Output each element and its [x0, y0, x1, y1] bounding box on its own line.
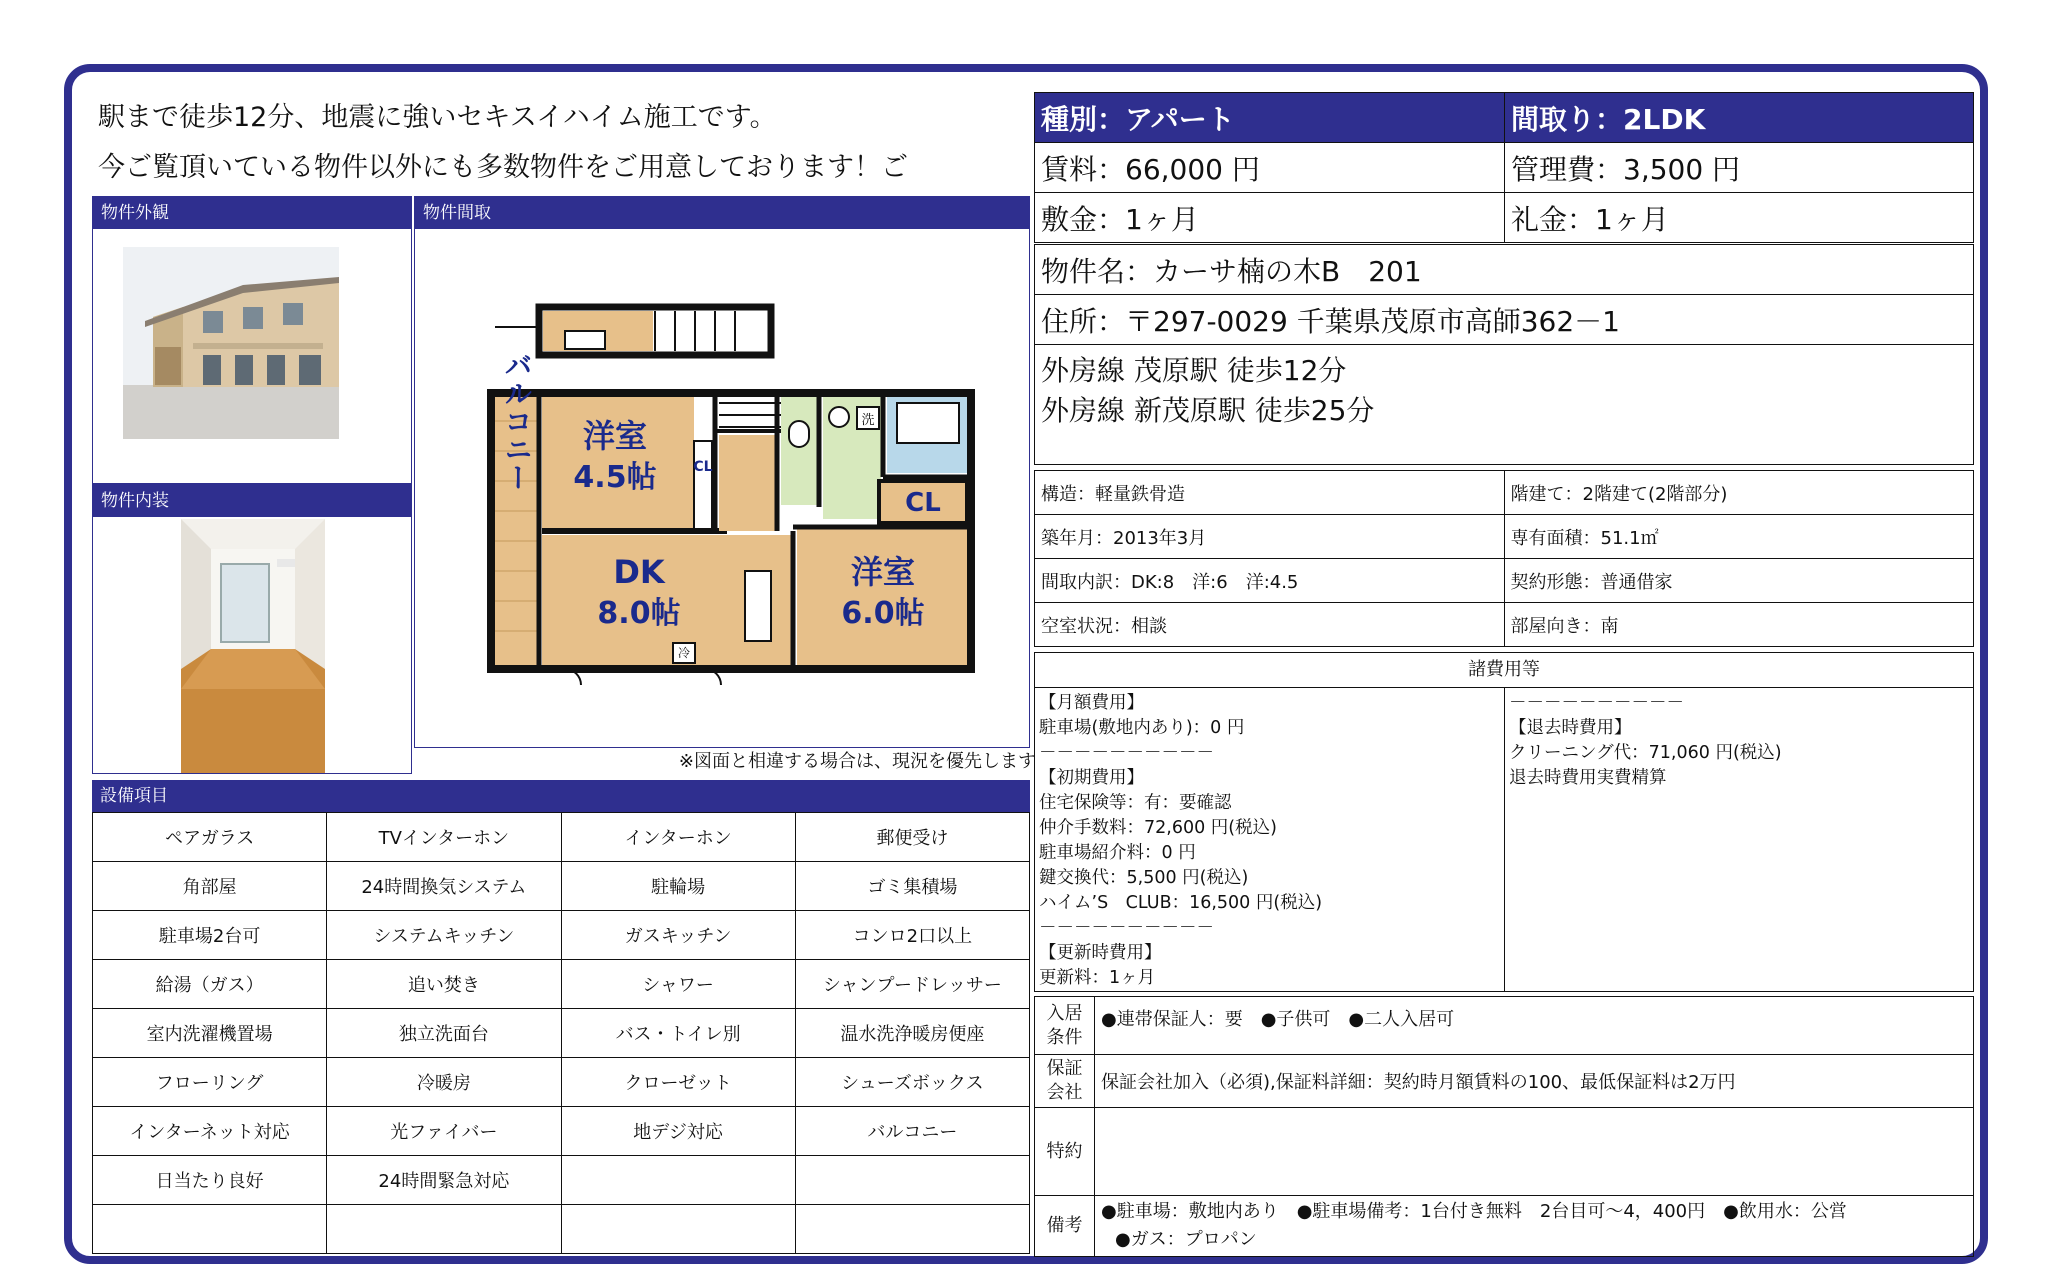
layout-cell: 間取り：2LDK: [1505, 93, 1974, 143]
equipment-row: [93, 862, 1030, 911]
spec-cell: 間取内訳：DK:8 洋:6 洋:4.5: [1035, 559, 1505, 603]
equipment-row: [93, 1205, 1030, 1254]
fee-line: 駐車場(敷地内あり)：0 円: [1039, 718, 1245, 738]
fee-line: 【退去時費用】: [1509, 718, 1632, 738]
special-terms-label: 特約: [1035, 1108, 1095, 1196]
equipment-row: [93, 1107, 1030, 1156]
equipment-cell: 光ファイバー: [327, 1107, 561, 1156]
fee-line: クリーニング代：71,060 円(税込): [1509, 743, 1782, 763]
fee-line: 【更新時費用】: [1039, 943, 1162, 963]
guarantor-label: 保証 会社: [1035, 1055, 1095, 1108]
mgmt-fee-cell: 管理費：3,500 円: [1505, 143, 1974, 193]
room2-label: 洋室: [850, 553, 916, 591]
equipment-cell: クローゼット: [561, 1058, 795, 1107]
equipment-cell: 角部屋: [93, 862, 327, 911]
floorplan-drawing: [415, 231, 1031, 749]
spec-row: [1035, 471, 1974, 515]
interior-title: 物件内装: [93, 485, 411, 517]
equipment-cell: フローリング: [93, 1058, 327, 1107]
spec-cell: 空室状況：相談: [1035, 603, 1505, 647]
spec-row: [1035, 559, 1974, 603]
equipment-cell: [795, 1205, 1029, 1254]
spec-cell: 契約形態：普通借家: [1504, 559, 1974, 603]
equipment-cell: 冷暖房: [327, 1058, 561, 1107]
summary-table: [1034, 92, 1974, 243]
equipment-cell: [327, 1205, 561, 1254]
remarks-line-2: ●ガス：プロパン: [1115, 1229, 1257, 1250]
floorplan-note: ※図面と相違する場合は、現況を優先します: [678, 751, 1036, 772]
property-name: 物件名：カーサ楠の木B 201: [1035, 245, 1974, 295]
floorplan-panel: [414, 196, 1030, 748]
equipment-row: [93, 911, 1030, 960]
equipment-cell: コンロ2口以上: [795, 911, 1029, 960]
conditions-table: [1034, 996, 1974, 1257]
fees-left: [1035, 687, 1505, 991]
equipment-row: [93, 1156, 1030, 1205]
fee-line: 更新料：1ヶ月: [1039, 968, 1156, 988]
access-line-2: 外房線 新茂原駅 徒歩25分: [1041, 394, 1375, 427]
interior-photo: [181, 519, 325, 773]
equipment-cell: TVインターホン: [327, 813, 561, 862]
fridge-label: 冷: [677, 646, 691, 660]
spec-row: [1035, 603, 1974, 647]
fee-line: 退去時費用実費精算: [1509, 768, 1667, 788]
fee-line: 【初期費用】: [1039, 768, 1144, 788]
equipment-cell: 24時間緊急対応: [327, 1156, 561, 1205]
key-money-cell: 礼金：1ヶ月: [1505, 193, 1974, 243]
fees-right: [1505, 687, 1973, 991]
property-address: 住所：〒297-0029 千葉県茂原市高師362－1: [1035, 295, 1974, 345]
equipment-row: [93, 1009, 1030, 1058]
equipment-row: [93, 1058, 1030, 1107]
equipment-row: [93, 813, 1030, 862]
fee-line: ハイム’S CLUB：16,500 円(税込): [1039, 893, 1323, 913]
equipment-cell: 駐輪場: [561, 862, 795, 911]
equipment-cell: バルコニー: [795, 1107, 1029, 1156]
equipment-cell: ペアガラス: [93, 813, 327, 862]
equipment-cell: 日当たり良好: [93, 1156, 327, 1205]
fee-line: －－－－－－－－－－: [1509, 693, 1684, 713]
dk-label: DK: [613, 553, 665, 591]
type-cell: 種別：アパート: [1035, 93, 1505, 143]
equipment-cell: システムキッチン: [327, 911, 561, 960]
spec-cell: 階建て：2階建て(2階部分): [1504, 471, 1974, 515]
spec-cell: 築年月：2013年3月: [1035, 515, 1505, 559]
equipment-table: [92, 812, 1030, 1254]
fee-line: 仲介手数料：72,600 円(税込): [1039, 818, 1277, 838]
equipment-cell: ゴミ集積場: [795, 862, 1029, 911]
equipment-cell: [795, 1156, 1029, 1205]
equipment-cell: 24時間換気システム: [327, 862, 561, 911]
equipment-section: [92, 780, 1030, 1254]
spec-cell: 構造：軽量鉄骨造: [1035, 471, 1505, 515]
headline-line-2: 今ご覧頂いている物件以外にも多数物件をご用意しております！ご: [98, 152, 908, 183]
remarks-line-1: ●駐車場：敷地内あり ●駐車場備考：1台付き無料 2台目可～4，400円 ●飲用水：公営: [1101, 1201, 1847, 1222]
specs-table: [1034, 470, 1974, 647]
cl1-label: CL: [693, 459, 713, 475]
fee-line: 駐車場紹介料：0 円: [1039, 843, 1196, 863]
room2-size: 6.0帖: [841, 596, 925, 631]
spec-cell: 専有面積：51.1㎡: [1504, 515, 1974, 559]
room1-label: 洋室: [582, 417, 648, 455]
deposit-cell: 敷金：1ヶ月: [1035, 193, 1505, 243]
equipment-cell: 追い焚き: [327, 960, 561, 1009]
access-line-1: 外房線 茂原駅 徒歩12分: [1041, 354, 1347, 387]
fees-title: 諸費用等: [1035, 653, 1973, 688]
equipment-cell: バス・トイレ別: [561, 1009, 795, 1058]
occupancy-value: ●連帯保証人：要 ●子供可 ●二人入居可: [1095, 997, 1974, 1055]
fees-panel: [1034, 652, 1974, 992]
spec-row: [1035, 515, 1974, 559]
equipment-cell: 駐車場2台可: [93, 911, 327, 960]
equipment-cell: シャンプードレッサー: [795, 960, 1029, 1009]
interior-panel: [92, 484, 412, 774]
cl2-label: CL: [905, 488, 941, 518]
dk-size: 8.0帖: [597, 596, 681, 631]
equipment-cell: [561, 1156, 795, 1205]
occupancy-label: 入居 条件: [1035, 997, 1095, 1055]
washer-label: 洗: [861, 413, 875, 428]
equipment-cell: [561, 1205, 795, 1254]
fee-line: 【月額費用】: [1039, 693, 1144, 713]
equipment-cell: インターネット対応: [93, 1107, 327, 1156]
remarks-value: [1095, 1196, 1974, 1257]
equipment-cell: ガスキッチン: [561, 911, 795, 960]
property-table: [1034, 244, 1974, 465]
room1-size: 4.5帖: [573, 460, 657, 495]
remarks-label: 備考: [1035, 1196, 1095, 1257]
exterior-photo: [123, 247, 339, 439]
equipment-cell: 温水洗浄暖房便座: [795, 1009, 1029, 1058]
balcony-label: バルコニー: [500, 351, 534, 491]
equipment-cell: 室内洗濯機置場: [93, 1009, 327, 1058]
equipment-cell: 郵便受け: [795, 813, 1029, 862]
equipment-cell: [93, 1205, 327, 1254]
special-terms-value: [1095, 1108, 1974, 1196]
equipment-row: [93, 960, 1030, 1009]
spec-cell: 部屋向き：南: [1504, 603, 1974, 647]
rent-cell: 賃料：66,000 円: [1035, 143, 1505, 193]
equipment-cell: シューズボックス: [795, 1058, 1029, 1107]
equipment-cell: 地デジ対応: [561, 1107, 795, 1156]
property-access: [1035, 345, 1974, 465]
equipment-cell: 給湯（ガス）: [93, 960, 327, 1009]
fee-line: －－－－－－－－－－: [1039, 918, 1214, 938]
fee-line: 住宅保険等：有：要確認: [1039, 793, 1232, 813]
headline-line-1: 駅まで徒歩12分、地震に強いセキスイハイム施工です。: [98, 102, 777, 133]
fee-line: 鍵交換代：5,500 円(税込): [1039, 868, 1249, 888]
exterior-title: 物件外観: [93, 197, 411, 229]
floorplan-title: 物件間取: [415, 197, 1029, 229]
guarantor-value: 保証会社加入（必須),保証料詳細：契約時月額賃料の100、最低保証料は2万円: [1095, 1055, 1974, 1108]
fee-line: －－－－－－－－－－: [1039, 743, 1214, 763]
exterior-panel: [92, 196, 412, 484]
equipment-cell: インターホン: [561, 813, 795, 862]
equipment-cell: シャワー: [561, 960, 795, 1009]
equipment-cell: 独立洗面台: [327, 1009, 561, 1058]
equipment-title: 設備項目: [92, 780, 1030, 812]
